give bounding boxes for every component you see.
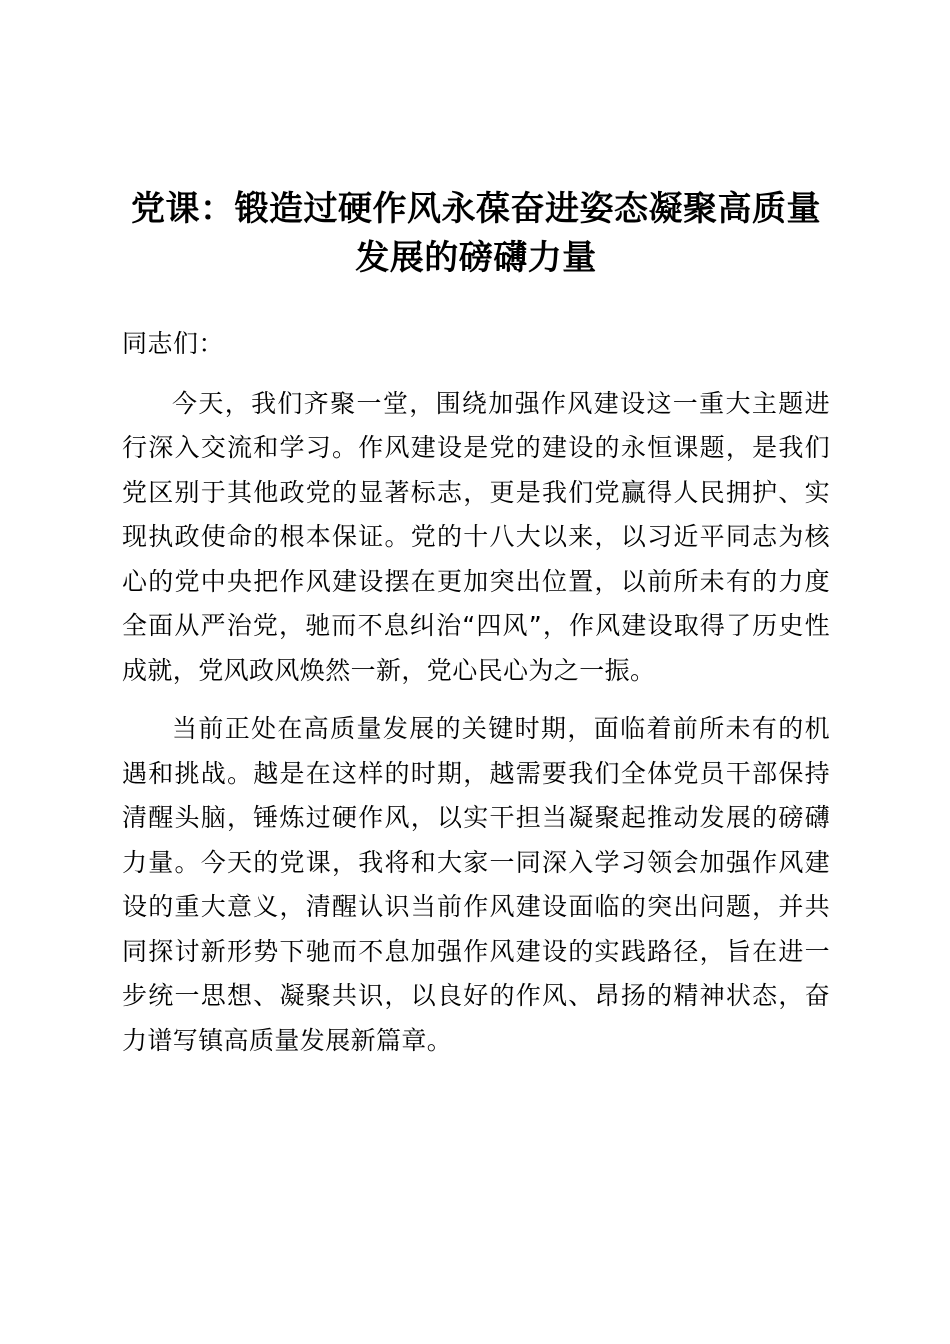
paragraph: 当前正处在高质量发展的关键时期，面临着前所未有的机遇和挑战。越是在这样的时期，越需要我们全体党员干部保持清醒头脑，锤炼过硬作风，以实干担当凝聚起推动发展的磅礴力量。今天的党课，我将和大家一同深入学习领会加强作风建设的重大意义，清醒认识当前作风建设面临的突出问题，并共同探讨新形势下驰而不息加强作风建设的实践路径，旨在进一步统一思想、凝聚共识，以良好的作风、昂扬的精神状态，奋力谱写镇高质量发展新篇章。: [122, 714, 830, 1055]
salutation: 同志们：: [122, 328, 225, 358]
page-title: 党课：锻造过硬作风永葆奋进姿态凝聚高质量发展的磅礴力量: [131, 189, 821, 279]
paragraph: 今天，我们齐聚一堂，围绕加强作风建设这一重大主题进行深入交流和学习。作风建设是党的建设的永恒课题，是我们党区别于其他政党的显著标志，更是我们党赢得人民拥护、实现执政使命的根本保证。党的十八大以来，以习近平同志为核心的党中央把作风建设摆在更加突出位置，以前所未有的力度全面从严治党，驰而不息纠治“四风”，作风建设取得了历史性成就，党风政风焕然一新，党心民心为之一振。: [122, 388, 830, 685]
